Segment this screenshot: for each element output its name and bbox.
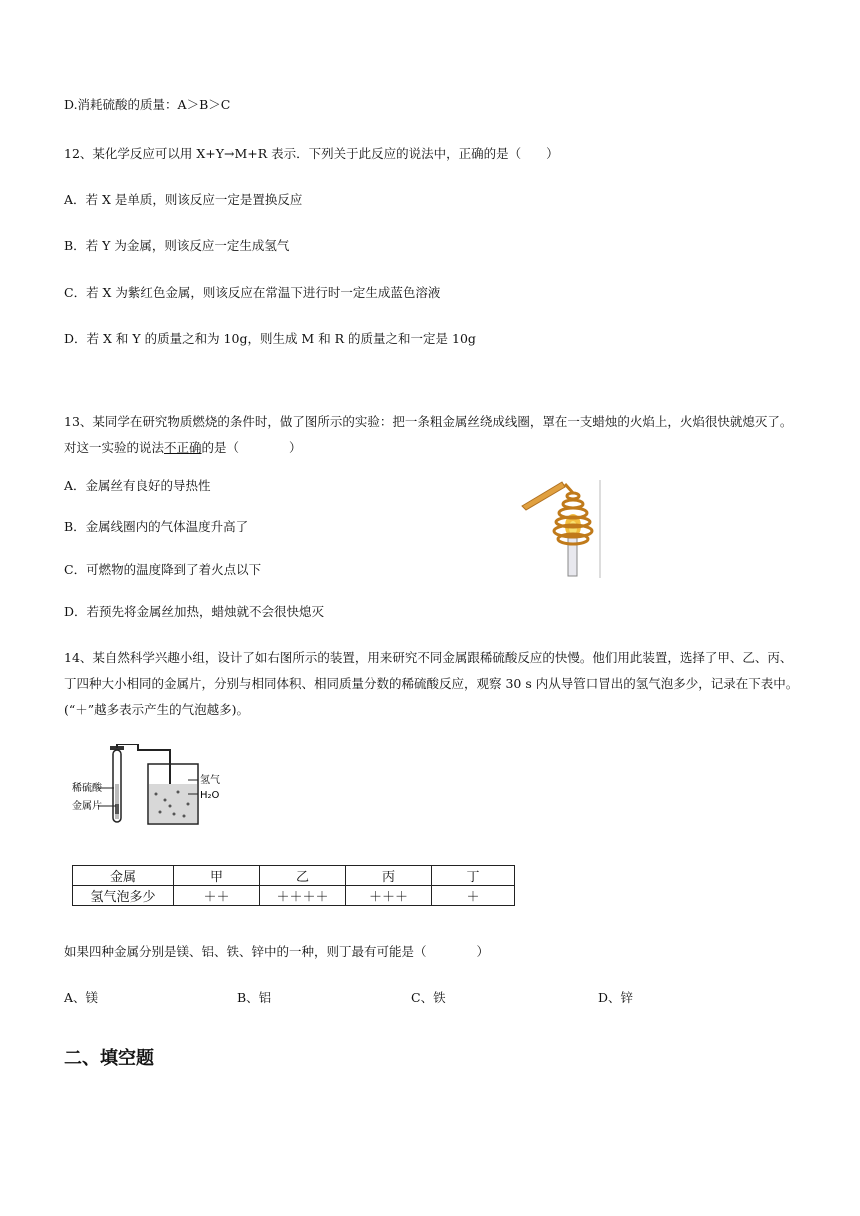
q12-option-d: D．若 X 和 Y 的质量之和为 10g，则生成 M 和 R 的质量之和一定是 10g <box>64 331 476 346</box>
metal-bubble-table <box>72 865 515 906</box>
apparatus-figure <box>70 744 230 828</box>
q13-stem-before: 13、某同学在研究物质燃烧的条件时，做了图所示的实验：把一条粗金属丝绕成线圈，罩在一支蜡烛的火焰上，火焰很快就熄灭了。对这一实验的说法 <box>64 414 793 455</box>
q14-option-a: A、镁 <box>64 990 99 1005</box>
table-cell: 氢气泡多少 <box>73 886 174 906</box>
table-cell: 金属 <box>73 866 174 886</box>
q14-options <box>64 988 704 1008</box>
q11-option-d: D.消耗硫酸的质量：A＞B＞C <box>64 97 231 112</box>
q13-stem-after: 的是（ ） <box>201 440 302 455</box>
q13-stem-underlined: 不正确 <box>164 440 202 455</box>
table-cell: 丁 <box>432 866 515 886</box>
q12-stem: 12、某化学反应可以用 X+Y→M+R 表示．下列关于此反应的说法中，正确的是（ ） <box>64 146 559 161</box>
q13-option-d: D．若预先将金属丝加热，蜡烛就不会很快熄灭 <box>64 604 325 619</box>
q12-option-b: B．若 Y 为金属，则该反应一定生成氢气 <box>64 238 290 253</box>
table-cell: ＋＋ <box>174 886 260 906</box>
table-cell: ＋＋＋ <box>346 886 432 906</box>
label-acid: 稀硫酸 <box>72 783 102 794</box>
table-cell: ＋＋＋＋ <box>260 886 346 906</box>
table-cell: 丙 <box>346 866 432 886</box>
q13-option-a: A．金属丝有良好的导热性 <box>64 478 211 493</box>
q13-stem <box>64 409 799 461</box>
q14-stem: 14、某自然科学兴趣小组，设计了如右图所示的装置，用来研究不同金属跟稀硫酸反应的快慢。他们用此装置，选择了甲、乙、丙、丁四种大小相同的金属片，分别与相同体积、相同质量分数的稀硫酸反应，观察 30 s 内从导管口冒出的氢气泡多少，记录在下表中。(“＋”越多表示产生的气泡越多)。 <box>64 650 799 717</box>
q13-option-b: B．金属线圈内的气体温度升高了 <box>64 519 249 534</box>
label-water: H₂O <box>200 790 220 801</box>
label-gas: 氢气 <box>200 775 220 786</box>
table-row <box>73 886 515 906</box>
q14-option-c: C、铁 <box>411 990 446 1005</box>
q14-option-b: B、铝 <box>237 990 272 1005</box>
q12-option-c: C．若 X 为紫红色金属，则该反应在常温下进行时一定生成蓝色溶液 <box>64 285 441 300</box>
q14-option-d: D、锌 <box>598 990 634 1005</box>
table-cell: 甲 <box>174 866 260 886</box>
table-row <box>73 866 515 886</box>
q14-question: 如果四种金属分别是镁、铝、铁、锌中的一种，则丁最有可能是（ ） <box>64 944 490 959</box>
label-metal: 金属片 <box>72 801 102 812</box>
q13-option-c: C．可燃物的温度降到了着火点以下 <box>64 562 262 577</box>
table-cell: ＋ <box>432 886 515 906</box>
wire-coil-candle-figure <box>518 478 602 580</box>
section-heading: 二、填空题 <box>64 1048 154 1069</box>
q12-option-a: A．若 X 是单质，则该反应一定是置换反应 <box>64 192 303 207</box>
table-cell: 乙 <box>260 866 346 886</box>
